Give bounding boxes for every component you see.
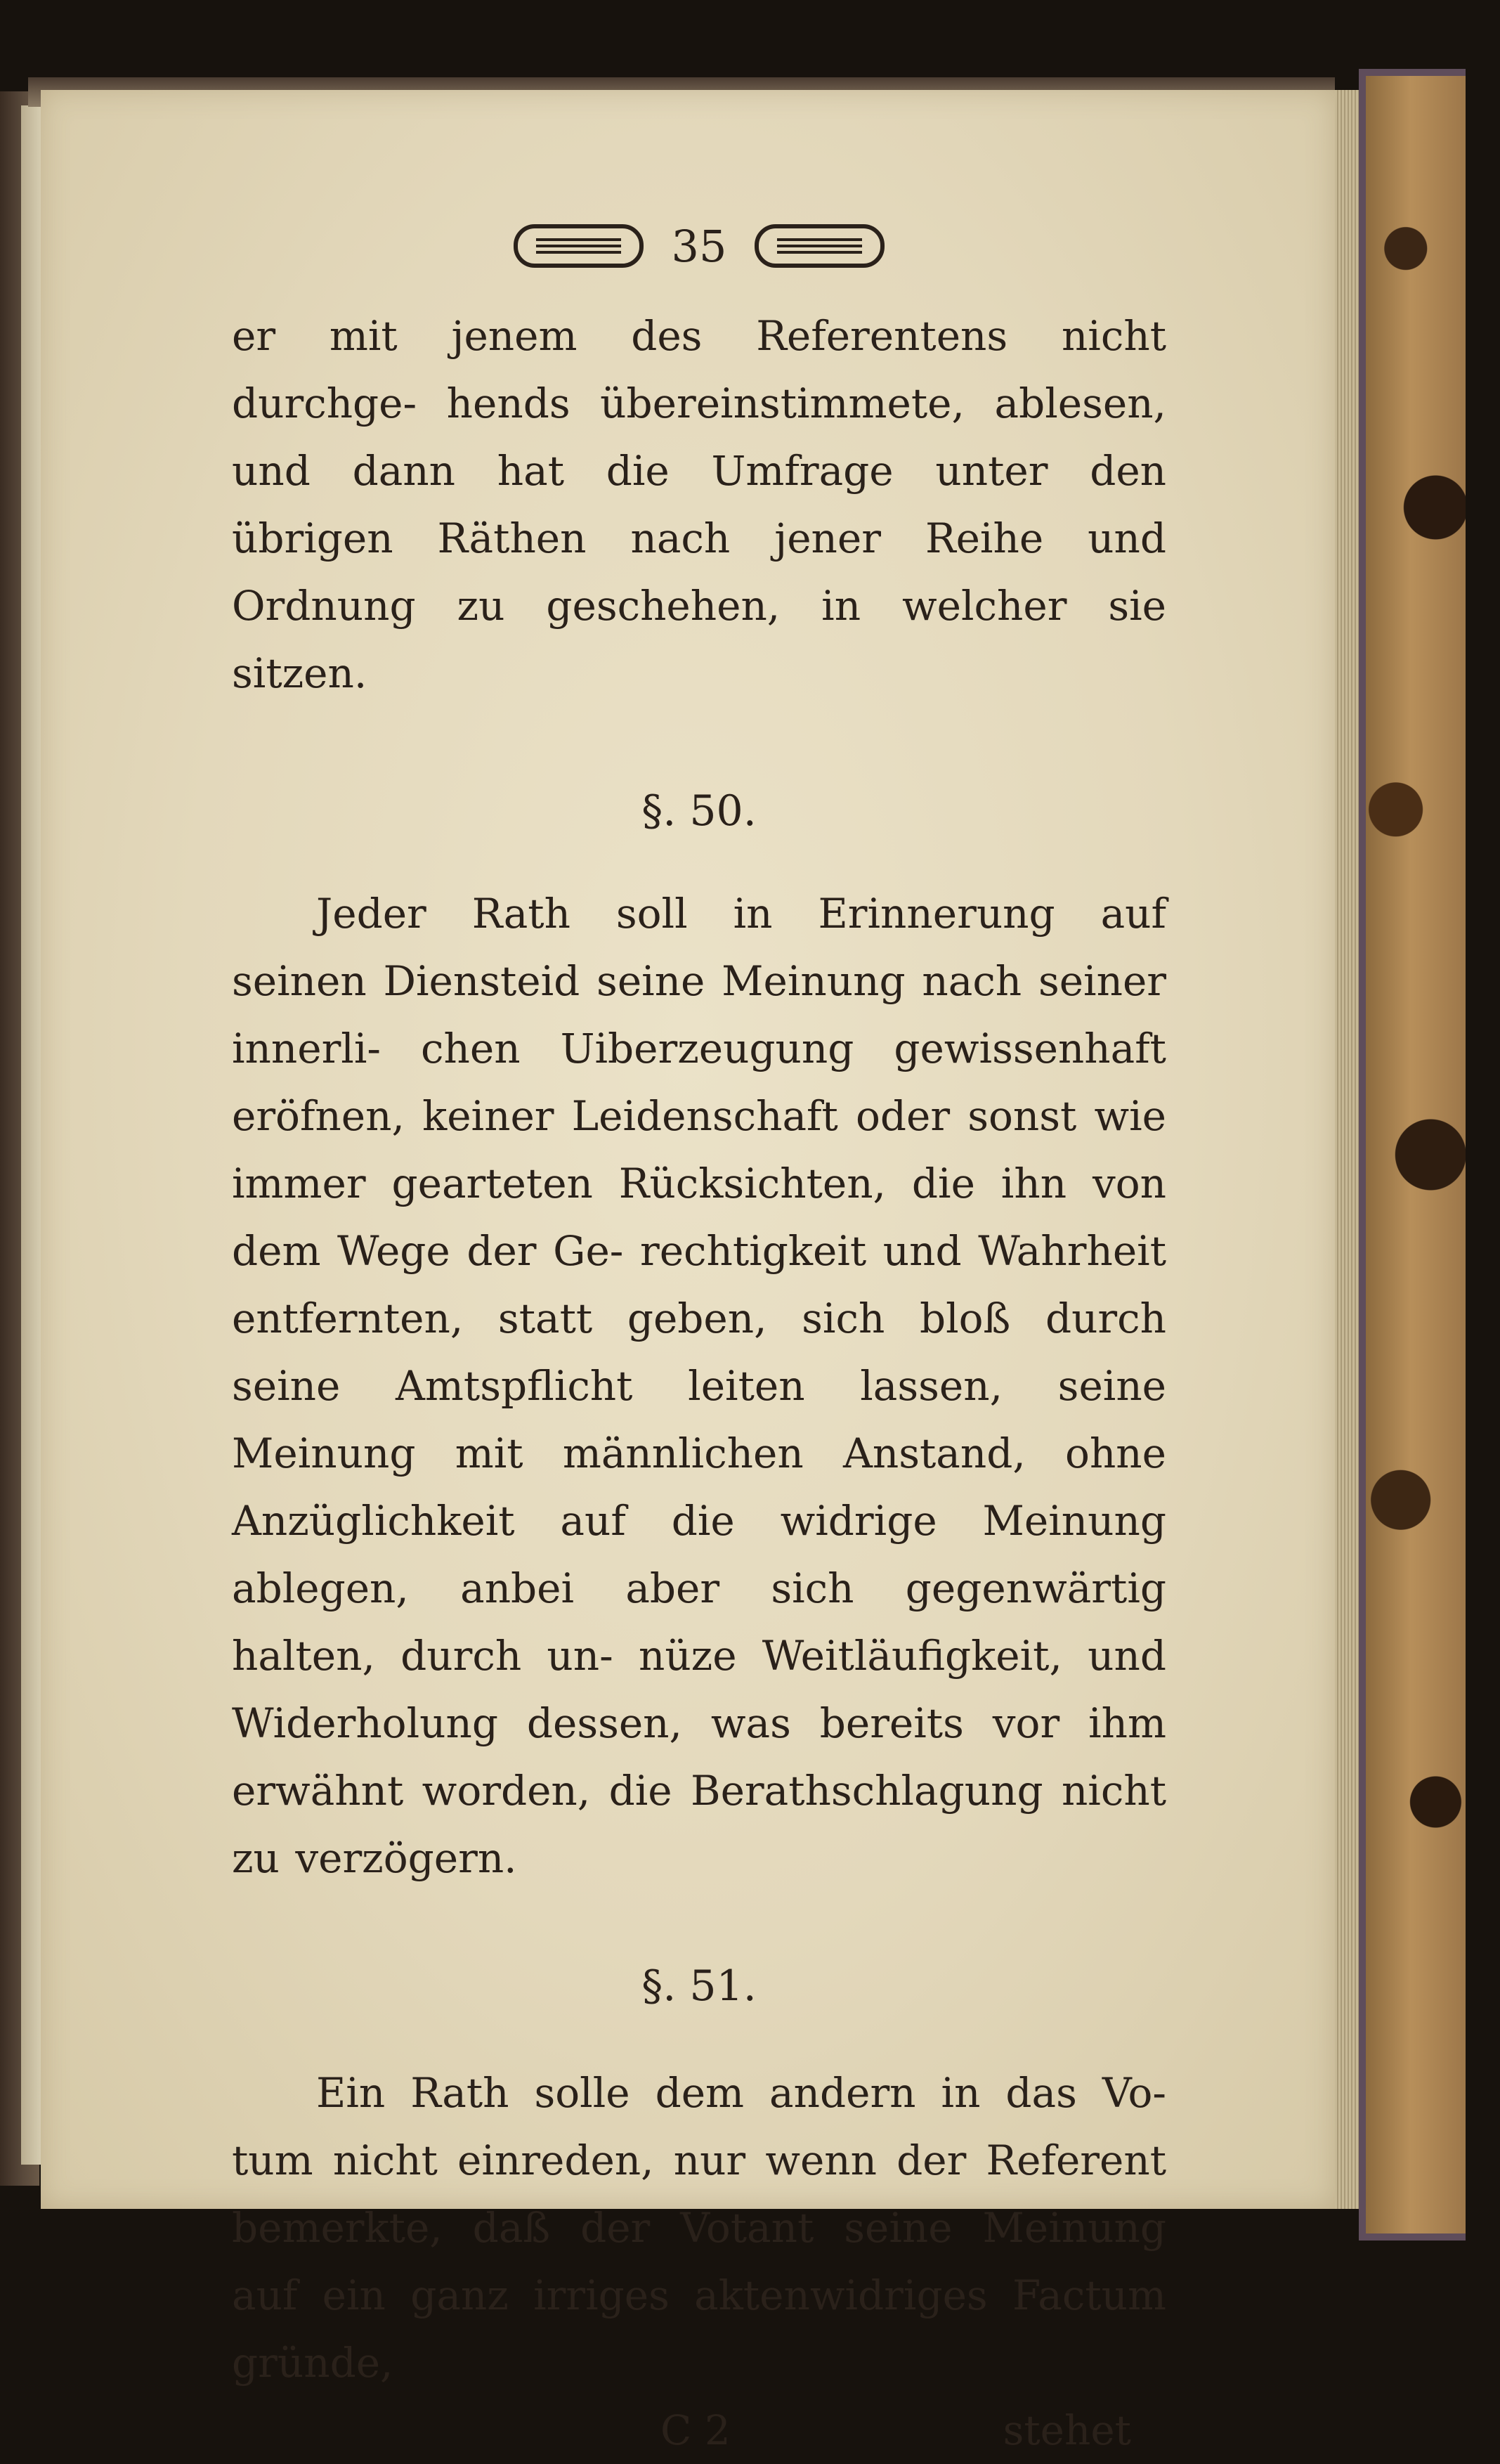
section-50-paragraph: Jeder Rath soll in Erinnerung auf seinen Diensteid seine Meinung nach seiner innerli- chen Uiberzeugung gewissenhaft eröfnen, keiner Leidenschaft oder sonst wie immer gearteten Rücksichten, die ihn von dem Wege der Ge- rechtigkeit und Wahrheit entfernten, statt geben, sich bloß durch seine Amtspflicht leiten lassen, seine Meinung mit männlichen Anstand, ohne Anzüglichkeit auf die widrige Meinung ablegen, anbei aber sich gegenwärtig halten, durch un- nüze Weitläufigkeit, und Widerholung dessen, was bereits vor ihm erwähnt worden, die Berathschlagung nicht zu verzögern. — [232, 890, 1166, 1882]
signature-mark: C 2 — [660, 2406, 731, 2454]
continuation-paragraph: er mit jenem des Referentens nicht durchge- hends übereinstimmete, ablesen, und dann hat die Umfrage unter den übrigen Räthen nach jener Reihe und Ordnung zu geschehen, in welcher sie sitzen. — [232, 312, 1166, 697]
ornamental-frame-right-icon — [755, 224, 885, 268]
page-footer — [232, 2397, 1166, 2464]
ornamental-frame-left-icon — [514, 224, 644, 268]
catchword: stehet — [1003, 2406, 1131, 2454]
section-51-paragraph: Ein Rath solle dem andern in das Vo- tum nicht einreden, nur wenn der Referent bemerkte, daß der Votant seine Meinung auf ein ganz irriges aktenwidriges Factum gründe, — [232, 2069, 1166, 2387]
page-number: 35 — [671, 220, 727, 272]
marbled-cover — [1359, 69, 1466, 2241]
section-50-heading: §. 50. — [641, 786, 757, 836]
section-51-heading: §. 51. — [641, 1962, 757, 2011]
running-header — [232, 211, 1166, 281]
page-block-edge — [1335, 90, 1359, 2209]
page-content — [232, 211, 1166, 2464]
